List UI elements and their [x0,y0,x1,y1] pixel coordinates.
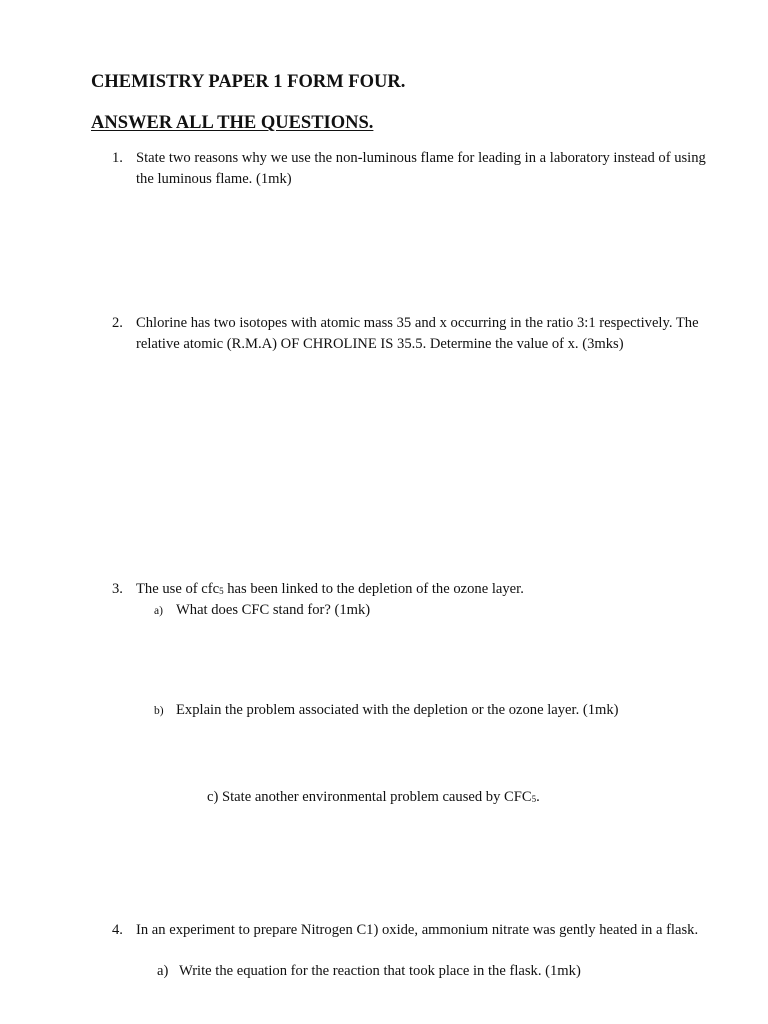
subscript: 5 [531,794,537,804]
question-number: 4. [112,922,123,938]
part-text: What does CFC stand for? (1mk) [176,602,371,618]
part-label: b) [154,705,164,717]
question-3 [112,579,712,602]
question-2 [112,313,712,355]
exam-instruction: ANSWER ALL THE QUESTIONS. [91,113,374,133]
part-label: a) [157,963,169,979]
question-3-part-c [207,787,540,810]
question-4 [112,920,712,941]
question-number: 2. [112,315,123,331]
part-text: Explain the problem associated with the depletion or the ozone layer. (1mk) [176,702,619,718]
question-3-part-b [154,700,619,722]
question-1 [112,148,712,190]
part-text: c) State another environmental problem caused by CFC [207,789,532,805]
question-text: In an experiment to prepare Nitrogen C1) oxide, ammonium nitrate was gently heated in a flask. [136,922,699,938]
part-text-end: . [536,789,540,805]
question-text: State two reasons why we use the non-luminous flame for leading in a laboratory instead of using the luminous flame. (1mk) [136,150,706,187]
exam-title: CHEMISTRY PAPER 1 FORM FOUR. [91,72,406,92]
question-4-part-a [157,961,581,982]
question-3-part-a [154,600,370,622]
question-number: 1. [112,150,123,166]
part-text: Write the equation for the reaction that took place in the flask. (1mk) [179,963,581,979]
question-text: Chlorine has two isotopes with atomic mass 35 and x occurring in the ratio 3:1 respectively. The relative atomic (R.M.A) OF CHROLINE IS 35.5. Determine the value of x. (3mks) [136,315,699,352]
question-text-part: The use of cfc [136,581,220,597]
question-text-part: has been linked to the depletion of the ozone layer. [223,581,524,597]
question-number: 3. [112,581,123,597]
subscript: 5 [219,586,224,596]
question-text [136,579,712,602]
part-label: a) [154,605,163,617]
